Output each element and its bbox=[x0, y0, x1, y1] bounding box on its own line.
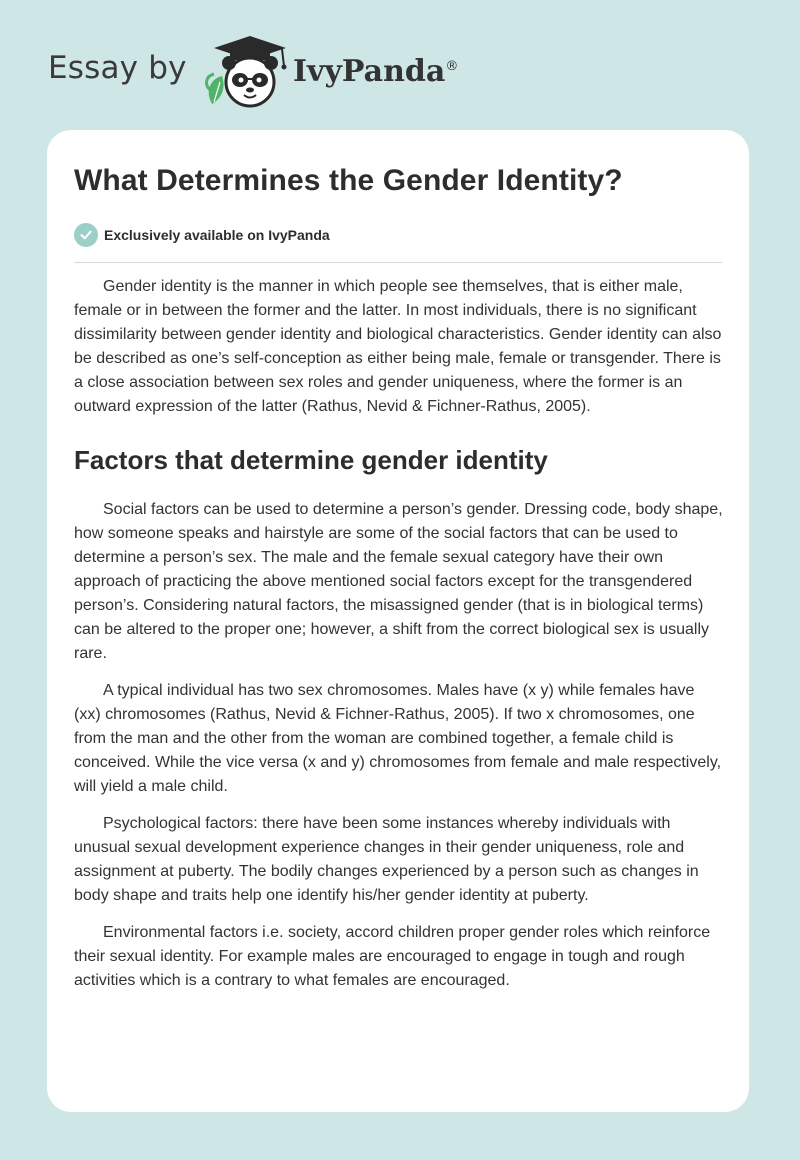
divider bbox=[74, 262, 722, 263]
brand-name-text: IvyPanda bbox=[293, 54, 446, 89]
paragraph-social-factors: Social factors can be used to determine a person’s gender. Dressing code, body shape, how someone speaks and hairstyle are some of the social factors that can be used to determine a person’s sex. The male and the female sexual category have their own approach of practicing the above mentioned social factors except for the transgendered person’s. Considering natural factors, the misassigned gender (that is in biological terms) can be altered to the proper one; however, a shift from the correct biological sex is usually rare. bbox=[74, 501, 723, 662]
paragraph-psychological-factors: Psychological factors: there have been some instances whereby individuals with unusual sexual development experience changes in their gender uniqueness, role and assignment at puberty. The bodily changes experienced by a person such as changes in body shape and traits help one identify his/her gender identity at puberty. bbox=[74, 815, 699, 904]
brand-header bbox=[48, 30, 508, 110]
exclusive-label: Exclusively available on IvyPanda bbox=[104, 227, 330, 243]
essay-body bbox=[74, 275, 724, 1006]
check-circle-icon bbox=[74, 223, 98, 247]
paragraph-environmental-factors: Environmental factors i.e. society, accord children proper gender roles which reinforce their sexual identity. For example males are encouraged to engage in tough and rough activities which is a contrary to what females are encouraged. bbox=[74, 924, 711, 989]
brand-name bbox=[293, 54, 458, 89]
page-title: What Determines the Gender Identity? bbox=[74, 164, 623, 197]
section-heading: Factors that determine gender identity bbox=[74, 445, 548, 475]
intro-paragraph: Gender identity is the manner in which people see themselves, that is either male, female or in between the former and the latter. In most individuals, there is no significant dissimilarity between gender identity and biological characteristics. Gender identity can also be described as one’s self-conception as either being male, female or transgender. There is a close association between sex roles and gender uniqueness, where the former is an outward expression of the latter (Rathus, Nevid & Fichner-Rathus, 2005). bbox=[74, 278, 722, 415]
exclusive-badge bbox=[74, 222, 330, 248]
paragraph-chromosomes: A typical individual has two sex chromosomes. Males have (x y) while females have (xx) chromosomes (Rathus, Nevid & Fichner-Rathus, 2005). If two x chromosomes, one from the man and the other from the woman are combined together, a female child is conceived. While the vice versa (x and y) chromosomes from female and male respectively, will yield a male child. bbox=[74, 682, 722, 795]
brand-prefix: Essay by bbox=[48, 50, 187, 86]
essay-card bbox=[47, 130, 749, 1112]
registered-mark: ® bbox=[445, 59, 459, 74]
panda-graduate-icon bbox=[200, 30, 296, 110]
